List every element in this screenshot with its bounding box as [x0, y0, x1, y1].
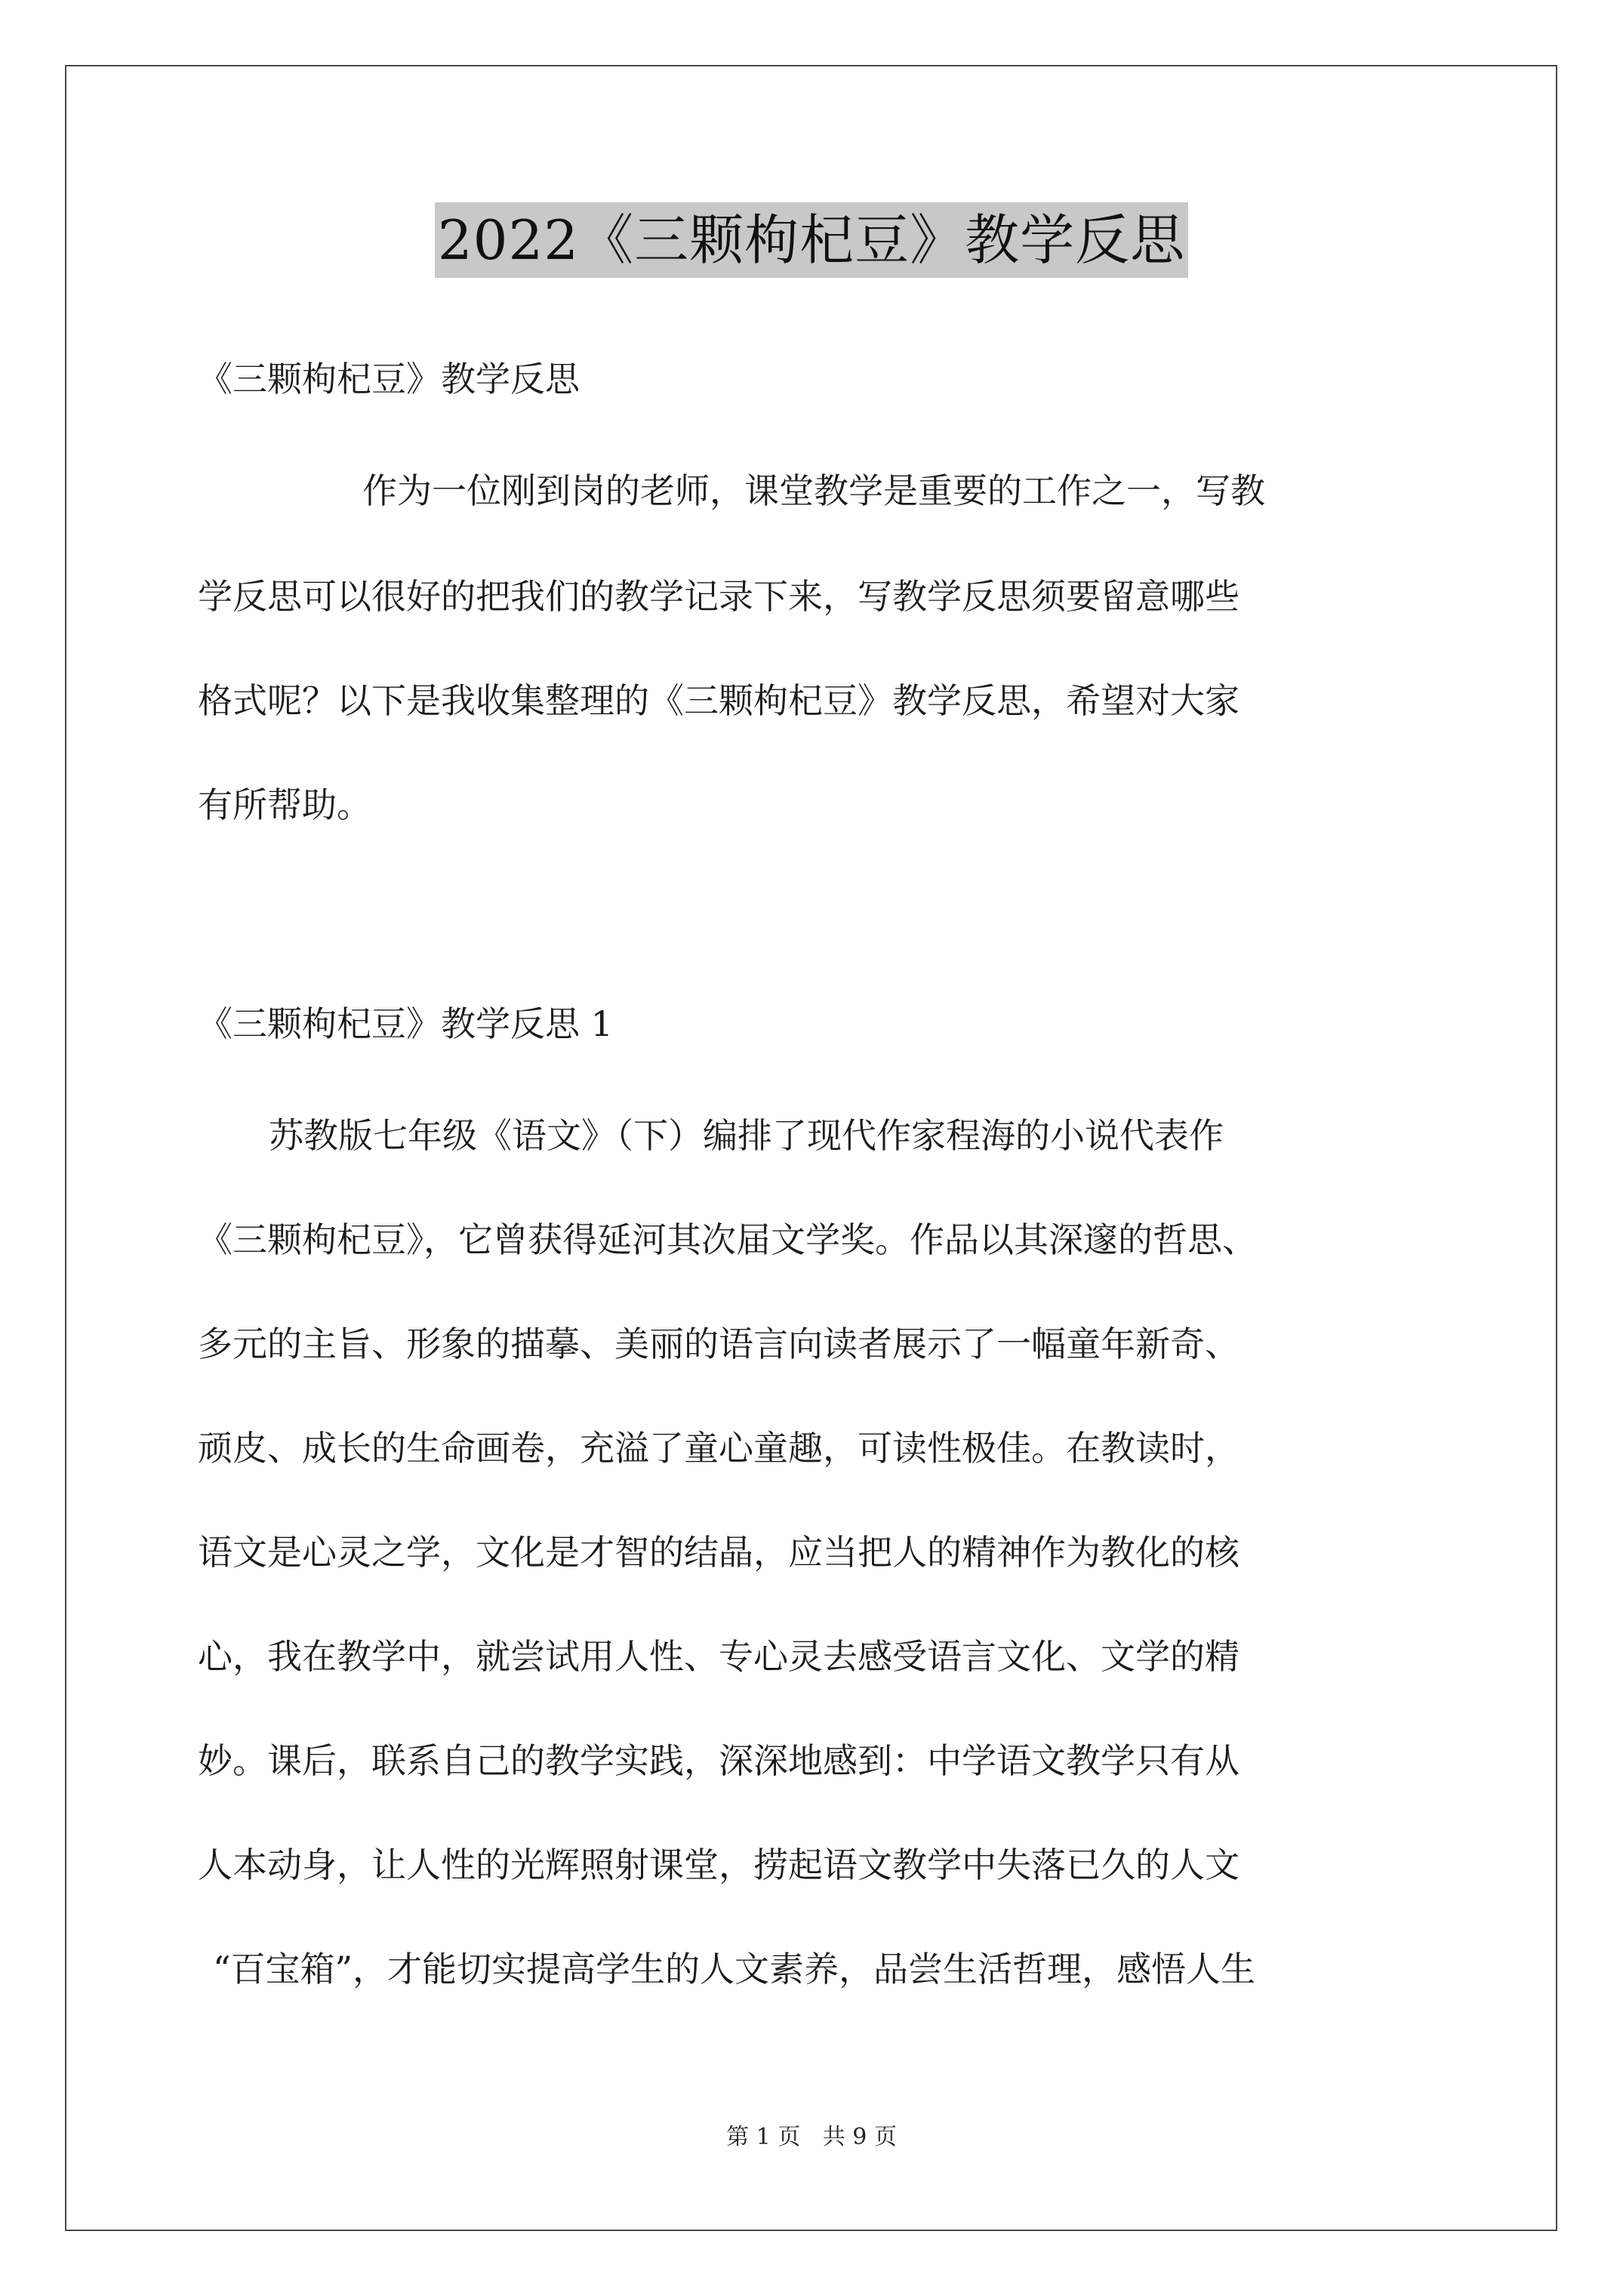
intro-line: 学反思可以很好的把我们的教学记录下来，写教学反思须要留意哪些 [198, 576, 1240, 617]
title-container [0, 202, 1623, 278]
body-line: “百宝箱”，才能切实提高学生的人文素养，品尝生活哲理，感悟人生 [213, 1949, 1256, 1989]
page-total: 共 9 页 [822, 2124, 897, 2150]
body-line: 顽皮、成长的生命画卷，充溢了童心童趣，可读性极佳。在教读时， [198, 1428, 1240, 1469]
body-line: 多元的主旨、形象的描摹、美丽的语言向读者展示了一幅童年新奇、 [198, 1324, 1240, 1364]
page-number: 第 1 页 [726, 2124, 801, 2150]
body-line: 心，我在教学中，就尝试用人性、专心灵去感受语言文化、文学的精 [198, 1636, 1240, 1677]
body-line: 人本动身，让人性的光辉照射课堂，捞起语文教学中失落已久的人文 [198, 1845, 1240, 1885]
body-line: 妙。课后，联系自己的教学实践，深深地感到：中学语文教学只有从 [198, 1740, 1240, 1781]
section-heading: 《三颗枸杞豆》教学反思 1 [198, 1003, 613, 1044]
body-line: 语文是心灵之学，文化是才智的结晶，应当把人的精神作为教化的核 [198, 1532, 1240, 1573]
page-footer [0, 2118, 1623, 2151]
intro-line: 作为一位刚到岗的老师，课堂教学是重要的工作之一，写教 [362, 470, 1265, 511]
subtitle: 《三颗枸杞豆》教学反思 [198, 359, 580, 399]
body-line: 《三颗枸杞豆》，它曾获得延河其次届文学奖。作品以其深邃的哲思、 [198, 1219, 1257, 1260]
intro-line: 格式呢？以下是我收集整理的《三颗枸杞豆》教学反思，希望对大家 [198, 680, 1240, 721]
document-title: 2022《三颗枸杞豆》教学反思 [435, 202, 1188, 278]
body-line: 苏教版七年级《语文》（下）编排了现代作家程海的小说代表作 [269, 1115, 1224, 1156]
intro-line: 有所帮助。 [198, 784, 371, 825]
